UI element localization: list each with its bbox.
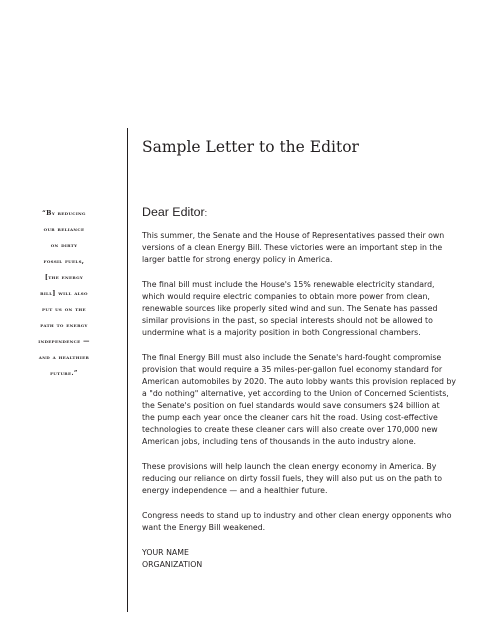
paragraph-line: This summer, the Senate and the House of Representatives passed their own [142,231,445,240]
salutation: Dear Editor: [142,205,208,219]
pull-quote [6,206,122,382]
paragraph-line: American jobs, including tens of thousands in the auto industry alone. [142,437,417,446]
letter-paragraph [142,352,487,448]
paragraph-line: larger battle for strong energy policy in America. [142,255,333,264]
paragraph-line: the pump each year once the cleaner cars hit the road. Using cost-effective [142,413,438,422]
paragraph-line: The final Energy Bill must also include the Senate's hard-fought compromise [142,353,442,362]
pull-quote-line: put us on the [42,306,86,313]
paragraph-line: the Senate's position on fuel standards would save consumers $24 billion at [142,401,440,410]
paragraph-line: reducing our reliance on dirty fossil fuels, they will also put us on the path to [142,474,443,483]
paragraph-line: which would require electric companies to obtain more power from clean, [142,292,430,301]
vertical-divider [127,128,128,612]
paragraph-line: Congress needs to stand up to industry and other clean energy opponents who [142,511,452,520]
paragraph-line: American automobiles by 2020. The auto lobby wants this provision replaced by [142,377,457,386]
pull-quote-line: [the energy [44,274,84,281]
paragraph-line: want the Energy Bill weakened. [142,523,266,532]
pull-quote-lead: “By reducing [42,210,86,217]
paragraph-line: similar provisions in the past, so special interests should not be allowed to [142,316,433,325]
pull-quote-line: our reliance [43,226,85,233]
letter-paragraph [142,230,487,266]
pull-quote-line: and a healthier [38,354,90,361]
pull-quote-line: path to energy [40,322,88,329]
paragraph-line: energy independence — and a healthier future. [142,486,328,495]
letter-paragraph [142,461,487,497]
paragraph-line: The final bill must include the House's 15% renewable electricity standard, [142,280,435,289]
paragraph-line: undermine what is a majority position in both Congressional chambers. [142,328,421,337]
signature-block [142,547,487,571]
paragraph-line: versions of a clean Energy Bill. These victories were an important step in the [142,243,443,252]
letter-paragraphs [142,230,487,534]
letter-body [142,204,487,571]
signature-name: YOUR NAME [142,548,189,557]
letter-paragraph [142,510,487,534]
paragraph-line: a "do nothing" alternative, yet according to the Union of Concerned Scientists, [142,389,449,398]
pull-quote-line: future.” [50,370,78,377]
page-title: Sample Letter to the Editor [142,138,359,156]
paragraph-line: renewable sources like properly sited wind and sun. The Senate has passed [142,304,438,313]
pull-quote-line: on dirty [50,242,78,249]
salutation-colon: : [204,208,208,218]
signature-organization: ORGANIZATION [142,560,203,569]
paragraph-line: provision that would require a 35 miles-per-gallon fuel economy standard for [142,365,443,374]
pull-quote-line: bill] will also [40,290,88,297]
paragraph-line: These provisions will help launch the clean energy economy in America. By [142,462,437,471]
paragraph-line: technologies to create these cleaner cars will also create over 170,000 new [142,425,438,434]
pull-quote-line: fossil fuels, [43,258,85,265]
letter-paragraph [142,279,487,339]
pull-quote-line: independence — [38,338,90,345]
